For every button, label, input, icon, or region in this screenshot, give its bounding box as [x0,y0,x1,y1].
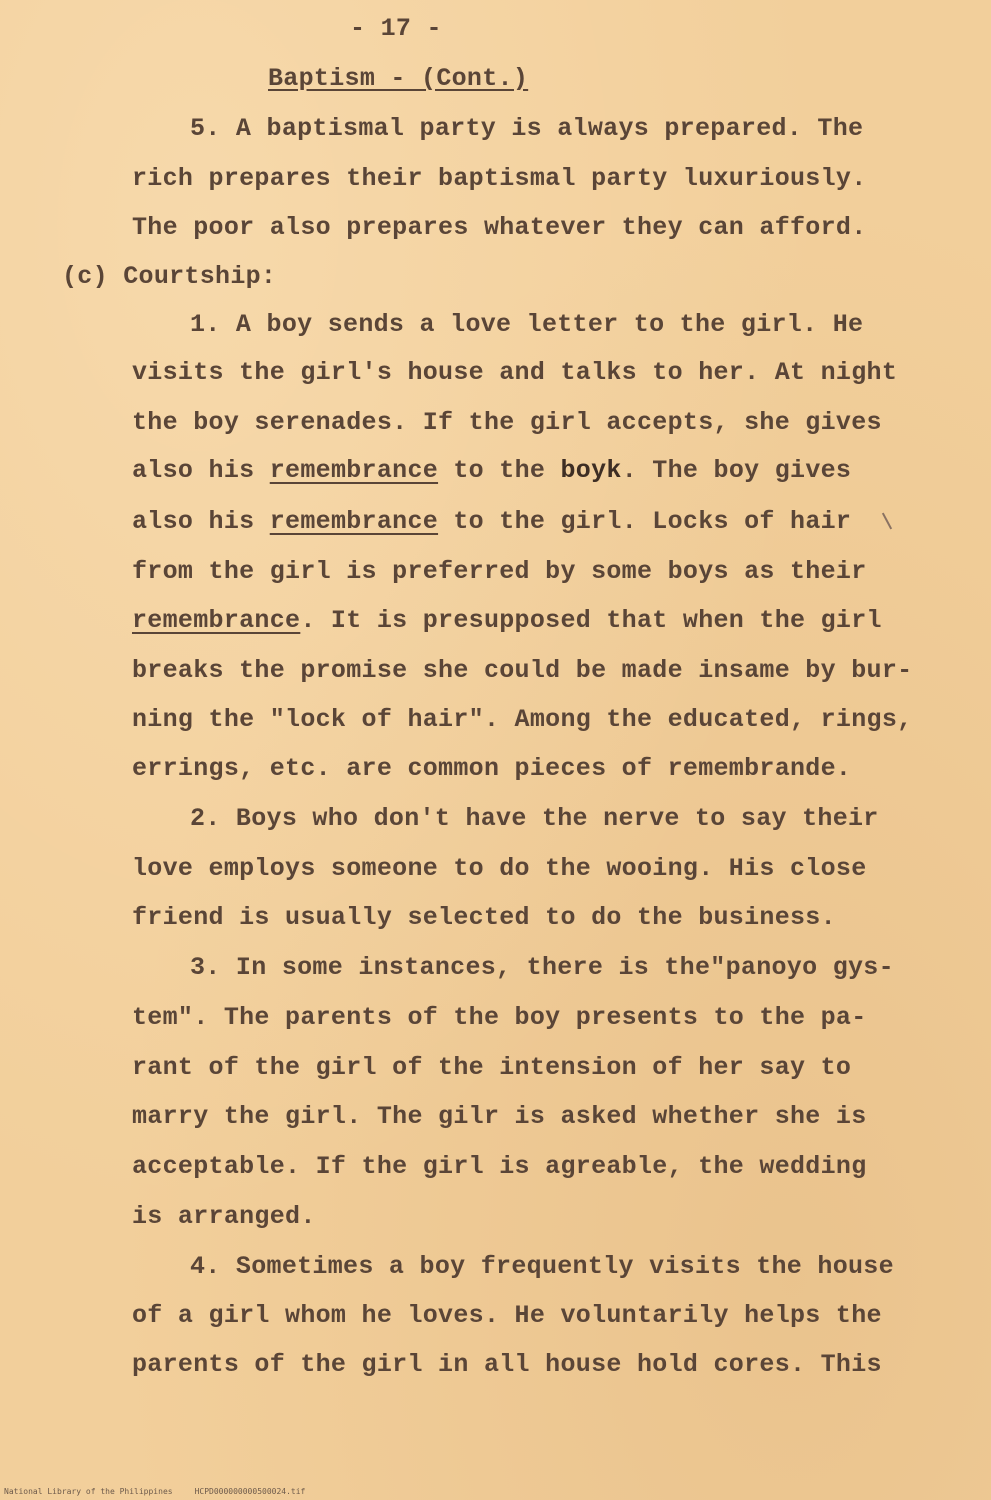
text-fragment: also his [132,456,270,485]
text-line: from the girl is preferred by some boys as their [132,557,867,586]
footer-filename: HCPD000000000500024.tif [194,1487,306,1496]
text-line: 5. A baptismal party is always prepared. The [190,114,864,143]
text-line: 4. Sometimes a boy frequently visits the house [190,1252,894,1281]
text-line: 2. Boys who don't have the nerve to say their [190,804,879,833]
overtyped-word: boyk [560,456,622,485]
text-line [132,606,882,636]
text-fragment: . It is presupposed that when the girl [300,606,882,635]
text-line: rich prepares their baptismal party luxuriously. [132,164,867,193]
page-number: - 17 - [350,14,442,43]
text-line [132,507,851,537]
text-line: tem". The parents of the boy presents to the pa- [132,1003,867,1032]
footer-library: National Library of the Philippines [4,1487,173,1496]
text-fragment: to the girl. Locks of hair [438,507,852,536]
text-line: is arranged. [132,1202,316,1231]
underlined-word: remembrance [132,606,301,635]
text-line: love employs someone to do the wooing. His close [132,854,867,883]
text-line: visits the girl's house and talks to her. At night [132,358,898,387]
text-line: marry the girl. The gilr is asked whether she is [132,1102,867,1131]
text-line: 3. In some instances, there is the"panoyo gys- [190,953,894,982]
text-line: ning the "lock of hair". Among the educated, rings, [132,705,913,734]
heading-text: Baptism - (Cont.) [268,64,529,93]
text-fragment: . The boy gives [621,456,852,485]
text-line: the boy serenades. If the girl accepts, she gives [132,408,882,437]
text-line: rant of the girl of the intension of her say to [132,1053,852,1082]
text-line [132,456,851,486]
text-line: 1. A boy sends a love letter to the girl. He [190,310,864,339]
text-line: friend is usually selected to do the business. [132,903,836,932]
underlined-word: remembrance [269,507,439,536]
text-line: acceptable. If the girl is agreable, the wedding [132,1152,867,1181]
section-heading [268,64,528,94]
scan-footer [4,1487,327,1497]
section-title-courtship: (c) Courtship: [62,262,277,291]
text-line: of a girl whom he loves. He voluntarily helps the [132,1301,882,1330]
text-line: parents of the girl in all house hold cores. This [132,1350,882,1379]
text-line: The poor also prepares whatever they can afford. [132,213,867,242]
pencil-mark [882,513,892,530]
text-fragment: also his [132,507,270,536]
underlined-word: remembrance [269,456,439,485]
text-line: errings, etc. are common pieces of remembrande. [132,754,852,783]
text-line: breaks the promise she could be made insame by bur- [132,656,913,685]
text-fragment: to the [438,456,561,485]
